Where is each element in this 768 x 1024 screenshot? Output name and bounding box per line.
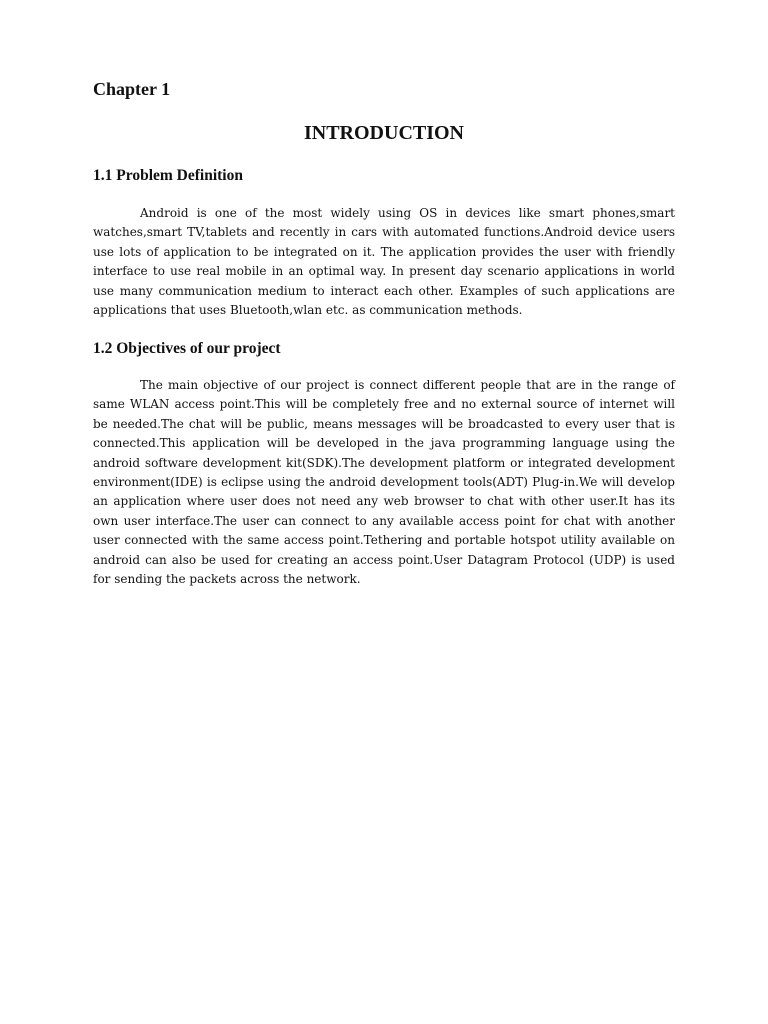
section-paragraph-objectives: The main objective of our project is connect different people that are in the range of same WLAN access point.This will be completely free and no external source of internet will be needed.The chat will be public, means messages will be broadcasted to every user that is connected.This application will be developed in the java programming language using the android software development kit(SDK).The development platform or integrated development environment(IDE) is eclipse using the android development tools(ADT) Plug-in.We will develop an application where user does not need any web browser to chat with other user.It has its own user interface.The user can connect to any available access point for chat with another user connected with the same access point.Tethering and portable hotspot utility available on android can also be used for creating an access point.User Datagram Protocol (UDP) is used for sending the packets across the network. [93,378,675,587]
section-heading-problem-definition: 1.1 Problem Definition [93,167,243,184]
chapter-label: Chapter 1 [93,79,171,99]
page-title: INTRODUCTION [303,122,465,144]
section-heading-objectives: 1.2 Objectives of our project [93,340,281,357]
section-paragraph-problem-definition: Android is one of the most widely using OS in devices like smart phones,smart watches,smart TV,tablets and recently in cars with automated functions.Android device users use lots of application to be integrated on it. The application provides the user with friendly interface to use real mobile in an optimal way. In present day scenario applications in world use many communication medium to interact each other. Examples of such applications are applications that uses Bluetooth,wlan etc. as communication methods. [93,206,675,318]
